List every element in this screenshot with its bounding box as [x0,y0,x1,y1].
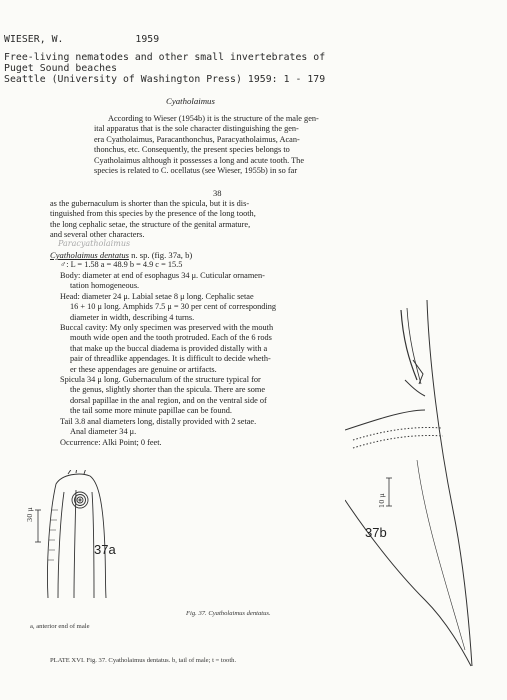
desc-tail-line: Anal diameter 34 μ. [70,427,137,437]
desc-body-line: tation homogeneous. [70,281,140,291]
intro-line: According to Wieser (1954b) it is the structure of the male gen- [108,114,319,123]
amphid-spiral-icon [72,492,88,508]
desc-buccal-line: pair of threadlike appendages. It is difficult to decide wheth- [70,354,271,364]
figure-caption-a: a, anterior end of male [30,623,90,630]
scale-label-37b: 10 μ [378,493,386,508]
desc-spicula-line: dorsal papillae in the anal region, and on the ventral side of [70,395,267,405]
plate-caption: PLATE XVI. Fig. 37. Cyatholaimus dentatus. b, tail of male; t = tooth. [50,657,237,664]
figure-caption-right: Fig. 37. Cyatholaimus dentatus. [186,610,271,617]
intro-line: era Cyatholaimus, Paracanthonchus, Paracyatholaimus, Acan- [94,134,300,144]
intro-line: ital apparatus that is the sole character distinguishing the gen- [94,124,299,134]
intro-line: thonchus, etc. Consequently, the present species belongs to [94,145,290,155]
desc-buccal-line: Buccal cavity: My only specimen was preserved with the mouth [60,323,274,333]
continuation-line: as the gubernaculum is shorter than the spicula, but it is dis- [50,199,250,208]
continuation-paragraph [50,199,380,241]
scale-label-37a: 30 μ [26,507,34,522]
desc-buccal-line: mouth wide open and the tooth protruded. Each of the 6 rods [70,333,272,343]
continuation-line: tinguished from this species by the presence of the long tooth, [50,209,256,219]
page-number: 38 [213,188,222,198]
figure-label-37a: 37a [94,542,116,557]
intro-line: Cyatholaimus although it possesses a long and acute tooth. The [94,155,305,165]
desc-spicula-line: the tail some more minute papillae can be found. [70,406,232,416]
desc-head-line: Head: diameter 24 μ. Labial setae 8 μ long. Cephalic setae [60,291,254,301]
desc-head-line: diameter in width, describing 4 turns. [70,312,195,322]
desc-spicula-line: Spicula 34 μ long. Gubernaculum of the structure typical for [60,375,261,385]
figure-37b-drawing [345,300,485,670]
species-heading [50,250,192,260]
desc-buccal-line: that make up the buccal diadema is provided distally with a [70,343,268,353]
desc-body-line: Body: diameter at end of esophagus 34 μ. Cuticular ornamen- [60,271,265,280]
species-measurements: ♂: L = 1.58 a = 48.9 b = 4.9 c = 15.5 [60,260,183,269]
species-suffix: n. sp. (fig. 37a, b) [129,250,193,260]
citation-title-1: Free-living nematodes and other small invertebrates of [4,52,326,63]
desc-spicula-line: the genus, slightly shorter than the spicula. There are some [70,385,266,395]
figure-37a-drawing [28,470,138,598]
desc-buccal-line: er these appendages are genuine or artifacts. [70,364,217,374]
species-name: Cyatholaimus dentatus [50,250,130,260]
species-description [60,271,360,448]
desc-head-line: 16 + 10 μ long. Amphids 7.5 μ = 30 per cent of corresponding [70,302,277,312]
citation-publication: Seattle (University of Washington Press) 1959: 1 - 179 [4,74,326,85]
citation-year: 1959 [135,34,160,45]
intro-line: species is related to C. ocellatus (see Wieser, 1955b) in so far [94,166,298,176]
section-heading: Cyatholaimus [166,96,215,106]
intro-paragraph [94,114,414,176]
citation-title-2: Puget Sound beaches [4,63,118,74]
continuation-line: the long cephalic setae, the structure of the genital armature, [50,219,251,229]
desc-occurrence: Occurrence: Alki Point; 0 feet. [60,437,162,447]
continuation-line: and several other characters. [50,230,145,240]
citation-author-line [4,34,159,45]
handwritten-note: Paracyatholaimus [58,239,131,248]
desc-tail-line: Tail 3.8 anal diameters long, distally provided with 2 setae. [60,416,257,426]
citation-author: WIESER, W. [4,34,64,45]
figure-label-37b: 37b [365,525,387,540]
